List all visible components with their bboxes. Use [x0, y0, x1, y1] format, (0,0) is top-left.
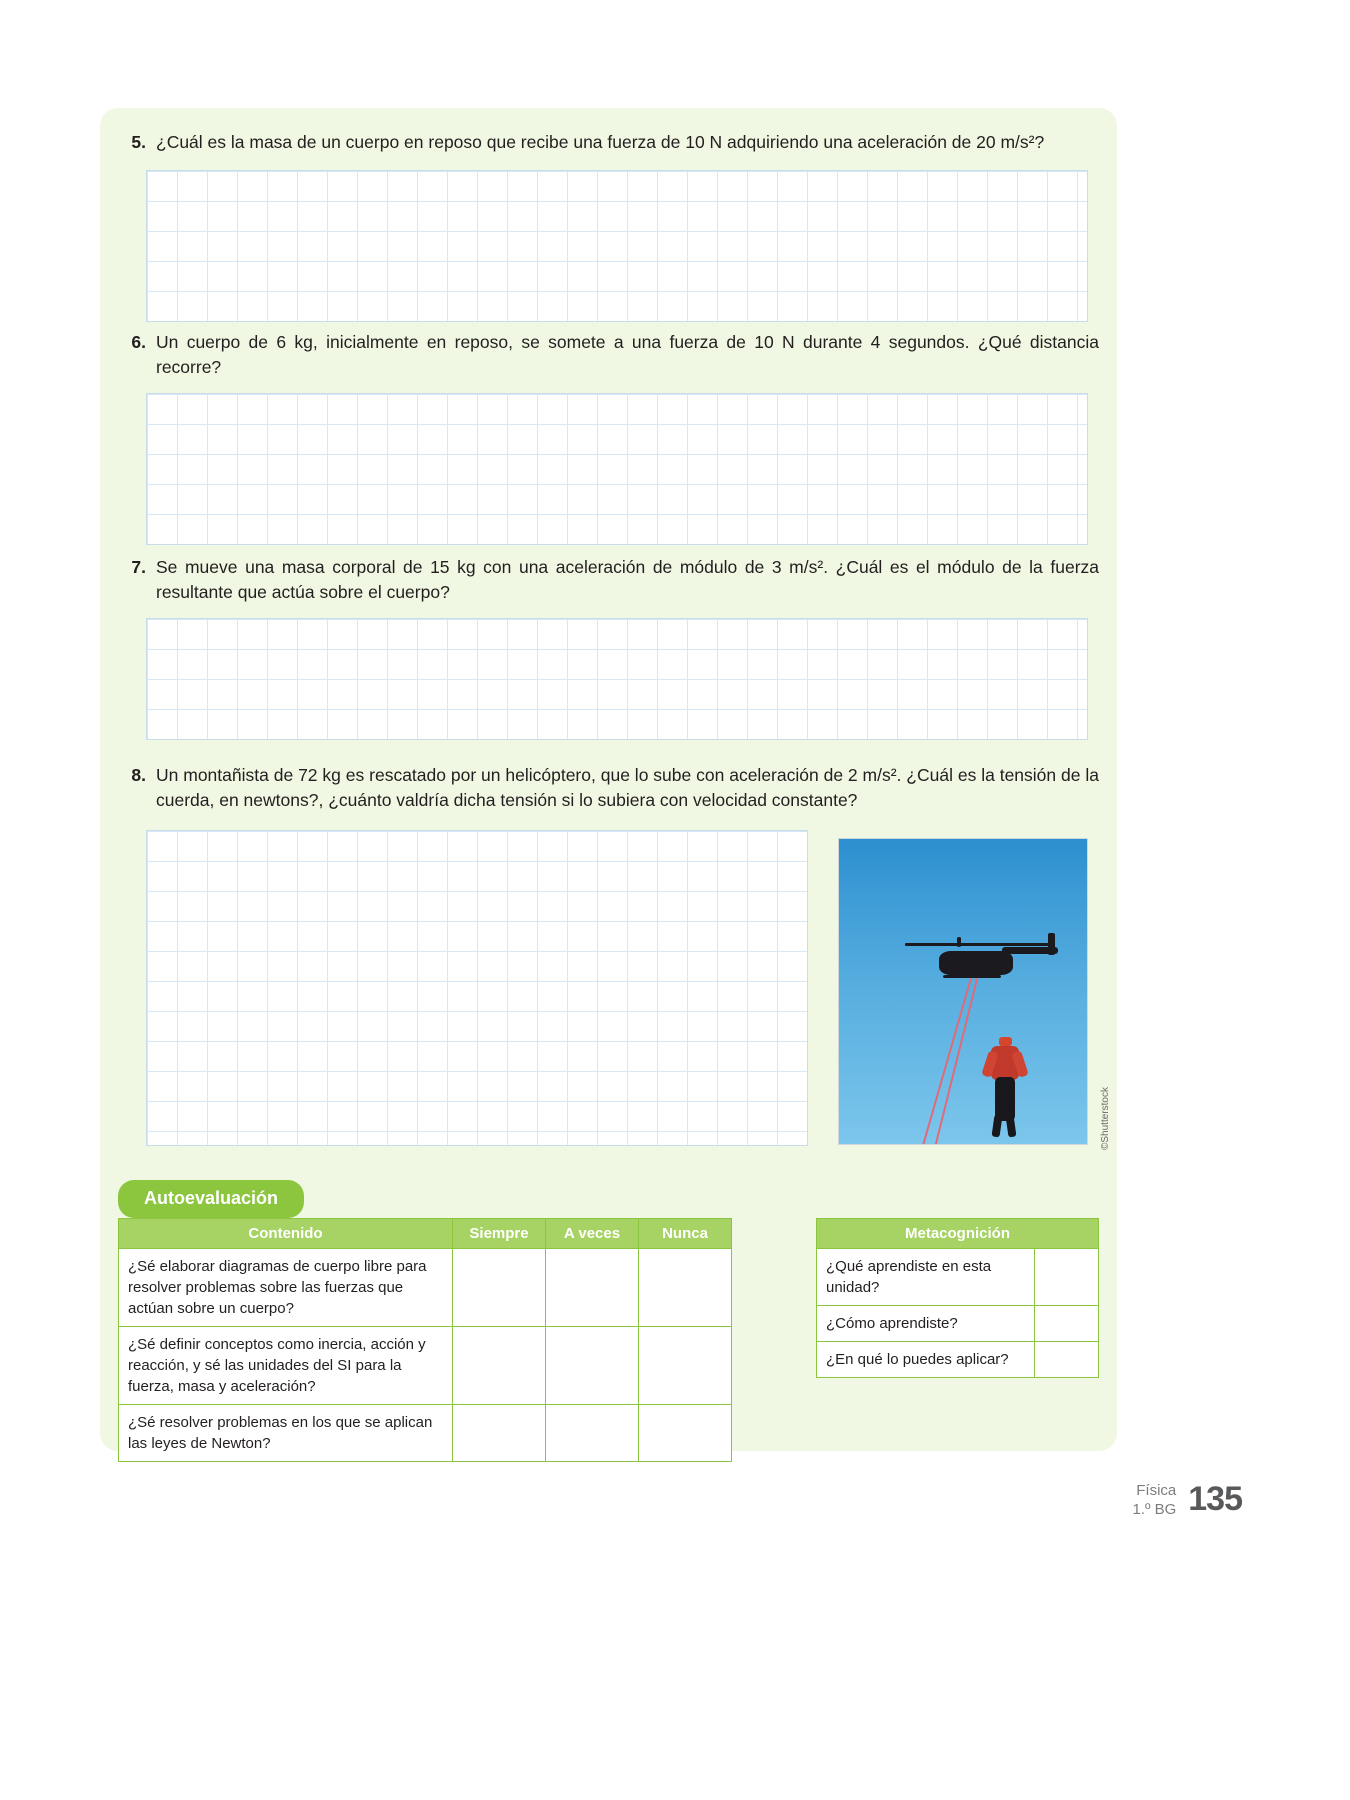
- climber-leg-left: [992, 1115, 1003, 1138]
- exercise-7-number: 7.: [131, 557, 146, 577]
- checkbox-cell-aveces-2[interactable]: [546, 1327, 639, 1405]
- checkbox-cell-aveces-3[interactable]: [546, 1405, 639, 1462]
- exercise-8-text: Un montañista de 72 kg es rescatado por un helicóptero, que lo sube con aceleración de 2 m/s². ¿Cuál es la tensión de la cuerda, en newtons?, ¿cuánto valdría dicha tensión si lo subiera con velocidad constante?: [156, 765, 1099, 810]
- header-contenido: Contenido: [119, 1219, 453, 1249]
- content-statement-3: ¿Sé resolver problemas en los que se aplican las leyes de Newton?: [119, 1405, 453, 1462]
- page-number: 135: [1188, 1480, 1242, 1518]
- checkbox-cell-siempre-3[interactable]: [453, 1405, 546, 1462]
- checkbox-cell-nunca-2[interactable]: [639, 1327, 732, 1405]
- subject-label: [1132, 1481, 1176, 1519]
- answer-grid-8[interactable]: [146, 830, 808, 1146]
- checkbox-cell-siempre-1[interactable]: [453, 1249, 546, 1327]
- photo-credit: ©Shutterstock: [1100, 1087, 1111, 1150]
- helicopter-skid-strut-left: [949, 967, 952, 976]
- exercise-6: [100, 330, 1117, 380]
- exercise-7-header: [100, 555, 1117, 605]
- checkbox-cell-siempre-2[interactable]: [453, 1327, 546, 1405]
- rescue-rope-secondary: [921, 971, 974, 1145]
- table-row: [119, 1249, 732, 1327]
- exercise-5-number: 5.: [131, 132, 146, 152]
- answer-grid-7[interactable]: [146, 618, 1088, 740]
- exercise-6-text: Un cuerpo de 6 kg, inicialmente en reposo, se somete a una fuerza de 10 N durante 4 segundos. ¿Qué distancia recorre?: [156, 332, 1099, 377]
- subject-level: 1.º BG: [1132, 1500, 1177, 1518]
- metacognition-answer-1[interactable]: [1035, 1249, 1099, 1306]
- exercise-5: [100, 130, 1117, 155]
- content-statement-1: ¿Sé elaborar diagramas de cuerpo libre para resolver problemas sobre las fuerzas que actúan sobre un cuerpo?: [119, 1249, 453, 1327]
- page-footer: [1132, 1480, 1242, 1519]
- exercise-7-text: Se mueve una masa corporal de 15 kg con una aceleración de módulo de 3 m/s². ¿Cuál es el módulo de la fuerza resultante que actúa sobre el cuerpo?: [156, 557, 1099, 602]
- exercise-5-text: ¿Cuál es la masa de un cuerpo en reposo que recibe una fuerza de 10 N adquiriendo una aceleración de 20 m/s²?: [156, 132, 1045, 152]
- helicopter-rescue-photo: [838, 838, 1088, 1145]
- table-header-row: [119, 1219, 732, 1249]
- helicopter-skid-strut-right: [989, 967, 992, 976]
- answer-grid-5[interactable]: [146, 170, 1088, 322]
- metacognition-question-3: ¿En qué lo puedes aplicar?: [817, 1342, 1035, 1378]
- exercise-5-header: [100, 130, 1117, 155]
- metacognition-question-1: ¿Qué aprendiste en esta unidad?: [817, 1249, 1035, 1306]
- header-siempre: Siempre: [453, 1219, 546, 1249]
- metacognition-answer-3[interactable]: [1035, 1342, 1099, 1378]
- header-metacognicion: Metacognición: [817, 1219, 1099, 1249]
- table-row: [817, 1342, 1099, 1378]
- metacognition-answer-2[interactable]: [1035, 1306, 1099, 1342]
- self-assessment-content-table: [118, 1218, 732, 1462]
- header-aveces: A veces: [546, 1219, 639, 1249]
- self-assessment-tab: Autoevaluación: [118, 1180, 304, 1218]
- rescuer-helmet: [999, 1037, 1012, 1046]
- metacognition-table: [816, 1218, 1099, 1378]
- table-row: [119, 1405, 732, 1462]
- exercise-7: [100, 555, 1117, 605]
- subject-name: Física: [1136, 1481, 1177, 1499]
- table-row: [817, 1249, 1099, 1306]
- rescue-rope: [933, 971, 980, 1145]
- helicopter-main-rotor: [905, 943, 1055, 946]
- climber-leg-right: [1006, 1115, 1017, 1138]
- table-row: [119, 1327, 732, 1405]
- checkbox-cell-nunca-3[interactable]: [639, 1405, 732, 1462]
- metacognition-question-2: ¿Cómo aprendiste?: [817, 1306, 1035, 1342]
- table-row: [817, 1306, 1099, 1342]
- checkbox-cell-aveces-1[interactable]: [546, 1249, 639, 1327]
- exercise-8: [100, 763, 1117, 813]
- exercise-8-number: 8.: [131, 765, 146, 785]
- content-statement-2: ¿Sé definir conceptos como inercia, acción y reacción, y sé las unidades del SI para la fuerza, masa y aceleración?: [119, 1327, 453, 1405]
- answer-grid-6[interactable]: [146, 393, 1088, 545]
- exercise-8-header: [100, 763, 1117, 813]
- table-header-row: [817, 1219, 1099, 1249]
- checkbox-cell-nunca-1[interactable]: [639, 1249, 732, 1327]
- exercise-6-number: 6.: [131, 332, 146, 352]
- exercise-6-header: [100, 330, 1117, 380]
- header-nunca: Nunca: [639, 1219, 732, 1249]
- helicopter-rotor-mast: [957, 937, 961, 947]
- worksheet-page: [100, 108, 1117, 1451]
